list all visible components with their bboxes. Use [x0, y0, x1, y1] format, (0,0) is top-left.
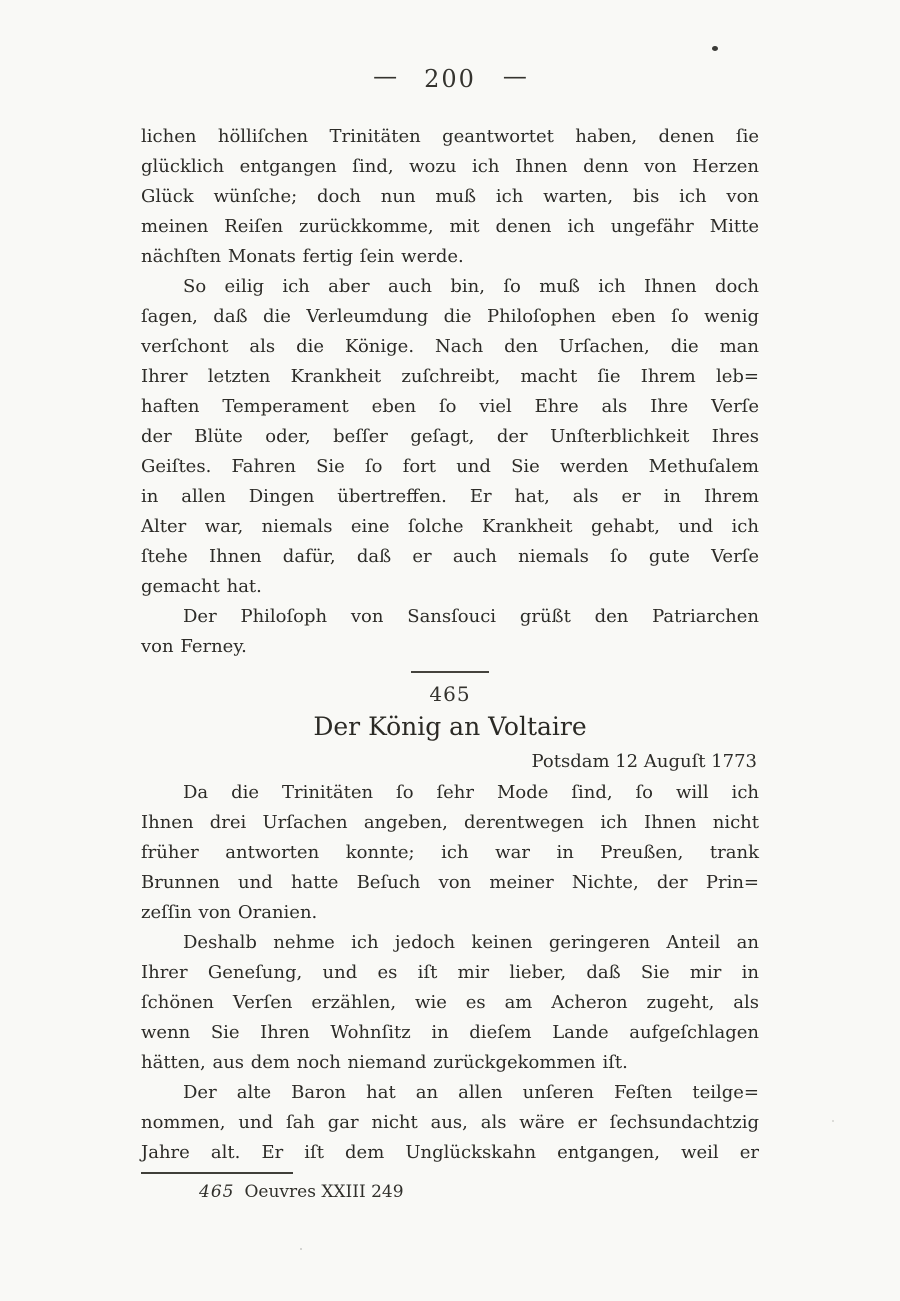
text-line: Jahre alt. Er iſt dem Unglückskahn entgangen, weil er — [141, 1142, 759, 1163]
page-number: 200 — [424, 65, 476, 93]
text-line: wenn Sie Ihren Wohnſitz in dieſem Lande aufgeſchlagen — [141, 1022, 759, 1043]
letter-title-heading: Der König an Voltaire — [313, 712, 587, 741]
page-header — [141, 64, 759, 94]
section-divider — [411, 671, 489, 673]
text-line: der Blüte oder, beſſer geſagt, der Unſterblichkeit Ihres — [141, 426, 759, 447]
text-line: verſchont als die Könige. Nach den Urſachen, die man — [141, 336, 759, 357]
page-body — [141, 122, 759, 1205]
scan-speck — [712, 46, 718, 51]
text-line: Alter war, niemals eine ſolche Krankheit gehabt, und ich — [141, 516, 759, 537]
header-dash-left: — — [373, 62, 398, 90]
text-line: gemacht hat. — [141, 576, 262, 597]
text-line: Ihrer Geneſung, und es iſt mir lieber, daß Sie mir in — [141, 962, 759, 983]
paragraph — [141, 122, 759, 272]
text-line: zeſſin von Oranien. — [141, 902, 318, 923]
footnote-line — [141, 1179, 759, 1205]
text-line: von Ferney. — [141, 636, 247, 657]
footnote-rule — [141, 1172, 293, 1174]
text-line: glücklich entgangen ſind, wozu ich Ihnen denn von Herzen — [141, 156, 759, 177]
text-line: Der Philoſoph von Sansſouci grüßt den Patriarchen — [183, 606, 759, 627]
paragraph — [141, 272, 759, 602]
text-line: nächſten Monats fertig ſein werde. — [141, 246, 464, 267]
scan-speck — [300, 1248, 302, 1250]
text-line: hätten, aus dem noch niemand zurückgekommen iſt. — [141, 1052, 628, 1073]
text-line: So eilig ich aber auch bin, ſo muß ich Ihnen doch — [183, 276, 759, 297]
paragraph — [141, 778, 759, 928]
text-line: ſagen, daß die Verleumdung die Philoſophen eben ſo wenig — [141, 306, 759, 327]
text-line: Geiſtes. Fahren Sie ſo fort und Sie werden Methuſalem — [141, 456, 759, 477]
letter-number-heading: 465 — [429, 682, 471, 706]
paragraph — [141, 928, 759, 1078]
footnote-number: 465 — [199, 1182, 235, 1202]
text-line: nommen, und ſah gar nicht aus, als wäre er ſechsundachtzig — [141, 1112, 759, 1133]
text-line: früher antworten konnte; ich war in Preußen, trank — [141, 842, 759, 863]
header-dash-right: — — [502, 62, 527, 90]
dateline: Potsdam 12 Auguſt 1773 — [531, 751, 757, 772]
text-line: Ihnen drei Urſachen angeben, derentwegen ich Ihnen nicht — [141, 812, 759, 833]
text-line: Brunnen und hatte Beſuch von meiner Nichte, der Prin= — [141, 872, 759, 893]
paragraph — [141, 1078, 759, 1168]
text-line: Ihrer letzten Krankheit zuſchreibt, macht ſie Ihrem leb= — [141, 366, 759, 387]
text-line: Deshalb nehme ich jedoch keinen geringeren Anteil an — [183, 932, 759, 953]
text-line: Glück wünſche; doch nun muß ich warten, bis ich von — [141, 186, 759, 207]
text-line: haften Temperament eben ſo viel Ehre als Ihre Verſe — [141, 396, 759, 417]
text-blocks — [141, 122, 759, 1168]
text-line: Da die Trinitäten ſo ſehr Mode ſind, ſo will ich — [183, 782, 759, 803]
paragraph — [141, 602, 759, 662]
text-line: ſchönen Verſen erzählen, wie es am Acheron zugeht, als — [141, 992, 759, 1013]
text-line: Der alte Baron hat an allen unſeren Feſten teilge= — [183, 1082, 759, 1103]
footnote-text: Oeuvres XXIII 249 — [244, 1182, 404, 1202]
text-line: in allen Dingen übertreffen. Er hat, als er in Ihrem — [141, 486, 759, 507]
text-line: ſtehe Ihnen dafür, daß er auch niemals ſo gute Verſe — [141, 546, 759, 567]
text-line: lichen hölliſchen Trinitäten geantwortet haben, denen ſie — [141, 126, 759, 147]
scan-speck — [832, 1120, 834, 1122]
footnote — [141, 1172, 759, 1205]
text-line: meinen Reiſen zurückkomme, mit denen ich ungefähr Mitte — [141, 216, 759, 237]
